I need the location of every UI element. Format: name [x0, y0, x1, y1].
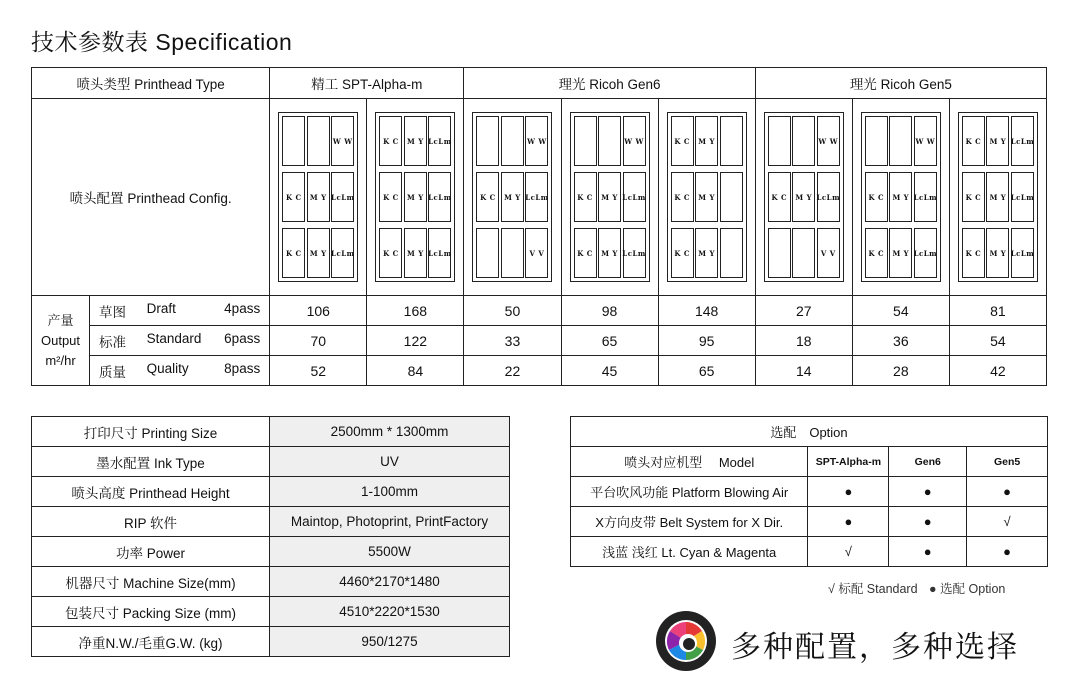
printhead-row	[671, 116, 743, 166]
printhead-slot: K C	[962, 228, 985, 278]
mode-pass: 8pass	[224, 360, 261, 376]
printhead-config-diagram	[861, 112, 941, 282]
printhead-slot: K C	[379, 228, 402, 278]
printhead-config-cell	[464, 99, 561, 296]
option-mark: √	[967, 507, 1048, 537]
group-seiko: 精工 SPT-Alpha-m	[270, 68, 464, 99]
printhead-row	[671, 172, 743, 222]
printhead-slot: W W	[914, 116, 937, 166]
legend-standard: √ 标配 Standard	[828, 582, 918, 596]
printhead-slot: M Y	[404, 228, 427, 278]
option-mark: ●	[889, 507, 967, 537]
printhead-config-cell	[949, 99, 1046, 296]
printhead-slot: M Y	[695, 172, 718, 222]
printhead-row	[865, 116, 937, 166]
printhead-row	[574, 172, 646, 222]
galaxy-color-wheel-logo-icon	[655, 610, 717, 672]
printhead-row	[282, 228, 354, 278]
output-value: 36	[852, 326, 949, 356]
mode-label-wrap	[90, 331, 269, 351]
table-row	[571, 477, 1048, 507]
printhead-slot: LcLm	[1011, 228, 1034, 278]
printhead-slot: M Y	[889, 172, 912, 222]
printhead-slot: M Y	[695, 116, 718, 166]
printhead-row	[768, 116, 840, 166]
output-value: 84	[367, 356, 464, 386]
printhead-slot: V V	[525, 228, 548, 278]
mode-pass: 4pass	[224, 300, 261, 316]
printhead-slot	[476, 228, 499, 278]
printhead-row	[379, 228, 451, 278]
option-table	[570, 416, 1048, 567]
output-label-cn: 产量	[47, 312, 74, 328]
output-value: 65	[561, 326, 658, 356]
printhead-slot: M Y	[792, 172, 815, 222]
printhead-row	[574, 116, 646, 166]
spec-table	[31, 67, 1047, 386]
printhead-row	[476, 172, 548, 222]
printhead-row	[768, 172, 840, 222]
printhead-slot: K C	[671, 116, 694, 166]
mode-label-wrap	[90, 301, 269, 321]
printhead-row	[865, 228, 937, 278]
mode-cn: 标准	[99, 334, 127, 350]
info-label: 机器尺寸 Machine Size(mm)	[32, 567, 270, 597]
table-row	[571, 537, 1048, 567]
group-ricoh-gen6: 理光 Ricoh Gen6	[464, 68, 755, 99]
printhead-row	[476, 228, 548, 278]
option-mark: ●	[967, 477, 1048, 507]
printhead-slot: K C	[379, 116, 402, 166]
printhead-slot: M Y	[404, 172, 427, 222]
table-row	[32, 537, 510, 567]
option-mark: ●	[808, 507, 889, 537]
mode-en: Draft	[146, 300, 176, 316]
printhead-slot	[501, 228, 524, 278]
printhead-row	[962, 172, 1034, 222]
table-row	[571, 507, 1048, 537]
printhead-slot: K C	[574, 228, 597, 278]
output-label-unit: m²/hr	[45, 352, 76, 368]
info-value: Maintop, Photoprint, PrintFactory	[270, 507, 510, 537]
info-label: 净重N.W./毛重G.W. (kg)	[32, 627, 270, 657]
printhead-slot	[720, 116, 743, 166]
printhead-slot: K C	[671, 172, 694, 222]
printhead-slot	[792, 228, 815, 278]
printhead-slot: K C	[865, 228, 888, 278]
mode-cn: 质量	[99, 364, 127, 380]
info-label: 功率 Power	[32, 537, 270, 567]
table-row	[32, 477, 510, 507]
printhead-slot: M Y	[598, 228, 621, 278]
output-value: 106	[270, 296, 367, 326]
page-title: 技术参数表 Specification	[31, 29, 293, 55]
printhead-slot: LcLm	[525, 172, 548, 222]
printhead-slot: W W	[817, 116, 840, 166]
printhead-slot	[501, 116, 524, 166]
option-label: 平台吹风功能 Platform Blowing Air	[571, 477, 808, 507]
printhead-config-cell	[270, 99, 367, 296]
printhead-slot: LcLm	[914, 228, 937, 278]
printhead-slot: LcLm	[817, 172, 840, 222]
model-name: Gen5	[967, 447, 1048, 477]
printhead-slot: LcLm	[428, 116, 451, 166]
option-label: 浅蓝 浅红 Lt. Cyan & Magenta	[571, 537, 808, 567]
printhead-slot: M Y	[307, 172, 330, 222]
printhead-slot	[720, 172, 743, 222]
mode-cn: 草图	[99, 304, 127, 320]
printhead-slot: LcLm	[428, 228, 451, 278]
info-value: 4510*2220*1530	[270, 597, 510, 627]
model-name: SPT-Alpha-m	[808, 447, 889, 477]
printhead-slot: M Y	[695, 228, 718, 278]
printhead-slot	[598, 116, 621, 166]
model-name: Gen6	[889, 447, 967, 477]
option-mark: ●	[967, 537, 1048, 567]
printhead-slot: K C	[574, 172, 597, 222]
info-label: 打印尺寸 Printing Size	[32, 417, 270, 447]
printhead-slot	[768, 116, 791, 166]
printhead-config-cell	[367, 99, 464, 296]
printhead-slot	[282, 116, 305, 166]
table-row	[32, 507, 510, 537]
table-row	[32, 447, 510, 477]
printhead-row	[574, 228, 646, 278]
printhead-slot	[476, 116, 499, 166]
printhead-slot: LcLm	[331, 172, 354, 222]
printhead-slot: M Y	[598, 172, 621, 222]
printhead-config-diagram	[278, 112, 358, 282]
option-header: 选配 Option	[571, 417, 1048, 447]
output-value: 27	[755, 296, 852, 326]
printhead-config-diagram	[958, 112, 1038, 282]
printhead-slot	[307, 116, 330, 166]
group-ricoh-gen5: 理光 Ricoh Gen5	[755, 68, 1046, 99]
printhead-config-cell	[658, 99, 755, 296]
info-value: 2500mm * 1300mm	[270, 417, 510, 447]
mode-label	[90, 356, 270, 386]
printhead-row	[671, 228, 743, 278]
output-value: 22	[464, 356, 561, 386]
legend-option: ● 选配 Option	[929, 582, 1006, 596]
table-row	[32, 627, 510, 657]
output-label	[32, 296, 90, 386]
mode-en: Standard	[146, 330, 202, 346]
mode-pass: 6pass	[224, 330, 261, 346]
output-value: 70	[270, 326, 367, 356]
output-value: 50	[464, 296, 561, 326]
output-value: 14	[755, 356, 852, 386]
output-value: 54	[949, 326, 1046, 356]
output-value: 33	[464, 326, 561, 356]
table-row	[32, 417, 510, 447]
slogan: 多种配置，多种选择	[731, 630, 1019, 665]
output-value: 65	[658, 356, 755, 386]
printhead-slot	[574, 116, 597, 166]
printhead-slot: LcLm	[428, 172, 451, 222]
printhead-config-cell	[755, 99, 852, 296]
printhead-row	[282, 172, 354, 222]
printhead-slot: M Y	[986, 116, 1009, 166]
printhead-slot	[792, 116, 815, 166]
printhead-slot: K C	[282, 172, 305, 222]
printhead-slot: K C	[379, 172, 402, 222]
mode-label	[90, 296, 270, 326]
output-value: 98	[561, 296, 658, 326]
printhead-row	[379, 116, 451, 166]
printhead-slot	[768, 228, 791, 278]
output-value: 18	[755, 326, 852, 356]
output-value: 52	[270, 356, 367, 386]
option-mark: ●	[889, 477, 967, 507]
printhead-slot: K C	[282, 228, 305, 278]
info-value: 950/1275	[270, 627, 510, 657]
printhead-slot: M Y	[889, 228, 912, 278]
info-label: RIP 软件	[32, 507, 270, 537]
printhead-config-diagram	[667, 112, 747, 282]
printhead-slot: M Y	[986, 228, 1009, 278]
output-value: 81	[949, 296, 1046, 326]
info-value: 1-100mm	[270, 477, 510, 507]
printhead-slot	[865, 116, 888, 166]
printhead-slot: LcLm	[331, 228, 354, 278]
info-table	[31, 416, 510, 657]
output-value: 45	[561, 356, 658, 386]
info-label: 墨水配置 Ink Type	[32, 447, 270, 477]
printhead-slot: K C	[865, 172, 888, 222]
printhead-slot: K C	[962, 172, 985, 222]
printhead-slot: LcLm	[623, 228, 646, 278]
output-value: 54	[852, 296, 949, 326]
legend	[828, 579, 1013, 597]
printhead-slot	[889, 116, 912, 166]
printhead-slot: LcLm	[623, 172, 646, 222]
printhead-row	[962, 116, 1034, 166]
printhead-slot: K C	[768, 172, 791, 222]
info-label: 包装尺寸 Packing Size (mm)	[32, 597, 270, 627]
table-row	[32, 597, 510, 627]
mode-label	[90, 326, 270, 356]
table-row	[32, 567, 510, 597]
info-value: 4460*2170*1480	[270, 567, 510, 597]
config-label: 喷头配置 Printhead Config.	[32, 99, 270, 296]
mode-label-wrap	[90, 361, 269, 381]
printhead-row	[379, 172, 451, 222]
printhead-slot: M Y	[307, 228, 330, 278]
printhead-config-cell	[561, 99, 658, 296]
option-mark: √	[808, 537, 889, 567]
printhead-slot: W W	[525, 116, 548, 166]
output-value: 122	[367, 326, 464, 356]
printhead-config-diagram	[472, 112, 552, 282]
printhead-row	[768, 228, 840, 278]
output-value: 168	[367, 296, 464, 326]
printhead-slot: M Y	[986, 172, 1009, 222]
printhead-config-diagram	[375, 112, 455, 282]
info-value: UV	[270, 447, 510, 477]
printhead-config-cell	[852, 99, 949, 296]
mode-en: Quality	[146, 360, 189, 376]
option-label: X方向皮带 Belt System for X Dir.	[571, 507, 808, 537]
printhead-slot: W W	[331, 116, 354, 166]
output-value: 148	[658, 296, 755, 326]
printhead-slot: M Y	[501, 172, 524, 222]
printhead-row	[865, 172, 937, 222]
printhead-slot	[720, 228, 743, 278]
printhead-row	[282, 116, 354, 166]
info-value: 5500W	[270, 537, 510, 567]
printhead-slot: LcLm	[1011, 172, 1034, 222]
output-value: 28	[852, 356, 949, 386]
printhead-slot: K C	[671, 228, 694, 278]
printhead-slot: W W	[623, 116, 646, 166]
printhead-row	[476, 116, 548, 166]
output-value: 42	[949, 356, 1046, 386]
output-label-en: Output	[41, 332, 81, 348]
printhead-slot: LcLm	[1011, 116, 1034, 166]
printhead-config-diagram	[764, 112, 844, 282]
model-label: 喷头对应机型 Model	[571, 447, 808, 477]
option-mark: ●	[808, 477, 889, 507]
printhead-slot: K C	[476, 172, 499, 222]
printhead-config-diagram	[570, 112, 650, 282]
option-mark: ●	[889, 537, 967, 567]
printhead-row	[962, 228, 1034, 278]
head-type-label: 喷头类型 Printhead Type	[32, 68, 270, 99]
printhead-slot: V V	[817, 228, 840, 278]
printhead-slot: K C	[962, 116, 985, 166]
info-label: 喷头高度 Printhead Height	[32, 477, 270, 507]
printhead-slot: M Y	[404, 116, 427, 166]
output-value: 95	[658, 326, 755, 356]
printhead-slot: LcLm	[914, 172, 937, 222]
